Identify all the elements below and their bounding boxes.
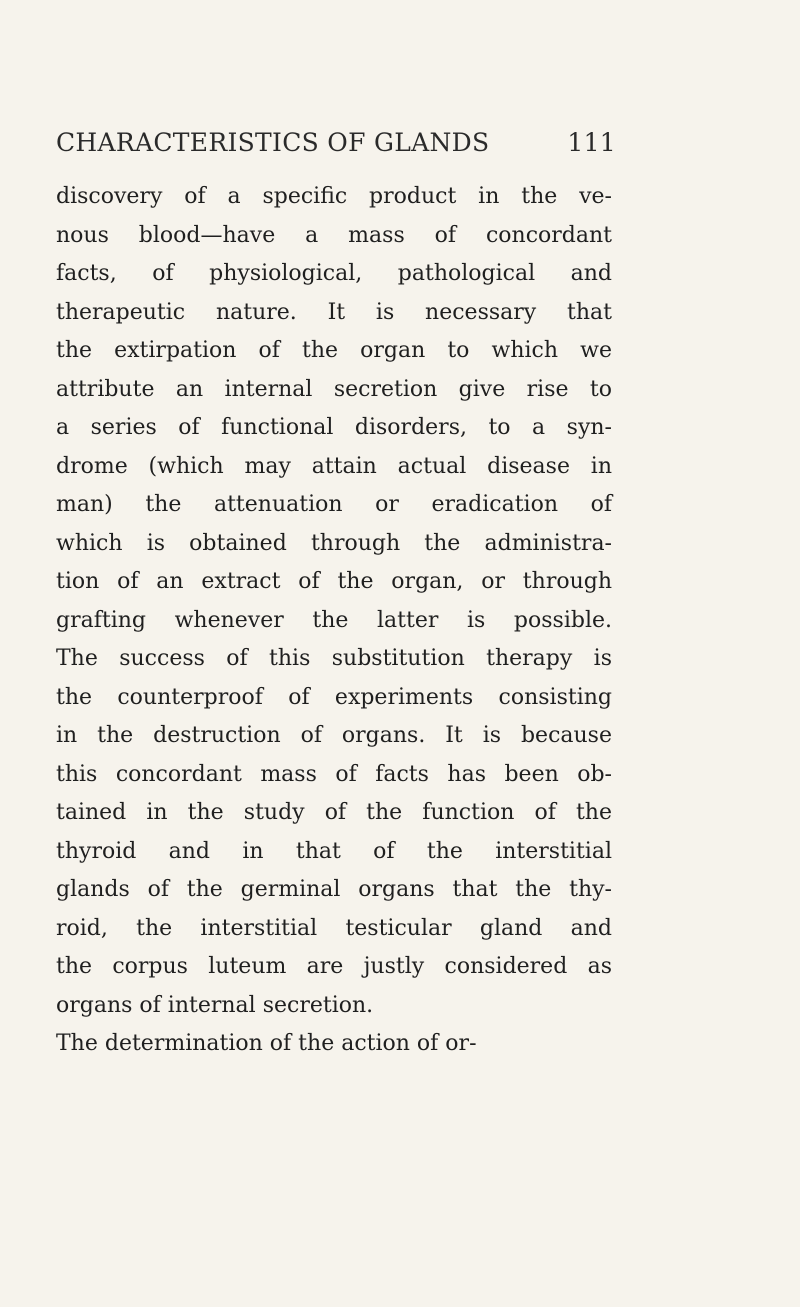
text-line: organs of internal secretion. xyxy=(56,992,374,1018)
body-text xyxy=(56,178,612,1064)
text-line: this concordant mass of facts has been ob- xyxy=(56,761,612,787)
text-line: nous blood—have a mass of concordant xyxy=(56,222,612,248)
text-line: the corpus luteum are justly considered as xyxy=(56,954,612,979)
text-line: man) the attenuation or eradication of xyxy=(56,492,612,517)
text-line: glands of the germinal organs that the thy- xyxy=(56,877,612,902)
text-line: The success of this substitution therapy is xyxy=(56,646,612,671)
text-line: tion of an extract of the organ, or through xyxy=(56,569,612,594)
text-line: a series of functional disorders, to a syn- xyxy=(56,415,612,440)
text-line: which is obtained through the administra- xyxy=(56,530,612,556)
running-header xyxy=(56,128,616,157)
text-line: The determination of the action of or- xyxy=(56,1031,477,1056)
text-line: the counterproof of experiments consisting xyxy=(56,684,612,710)
text-line: drome (which may attain actual disease in xyxy=(56,453,612,479)
text-line: tained in the study of the function of the xyxy=(56,800,612,825)
text-line: attribute an internal secretion give rise to xyxy=(56,376,612,402)
text-line: thyroid and in that of the interstitial xyxy=(56,838,612,864)
running-title: CHARACTERISTICS OF GLANDS xyxy=(56,128,490,157)
text-line: roid, the interstitial testicular gland and xyxy=(56,915,612,941)
page-number: 111 xyxy=(567,128,616,157)
text-line: the extirpation of the organ to which we xyxy=(56,338,612,363)
text-line: facts, of physiological, pathological and xyxy=(56,261,612,286)
text-line: in the destruction of organs. It is because xyxy=(56,723,612,748)
text-line: discovery of a specific product in the ve- xyxy=(56,184,612,209)
text-line: grafting whenever the latter is possible. xyxy=(56,607,612,633)
text-line: therapeutic nature. It is necessary that xyxy=(56,299,612,325)
